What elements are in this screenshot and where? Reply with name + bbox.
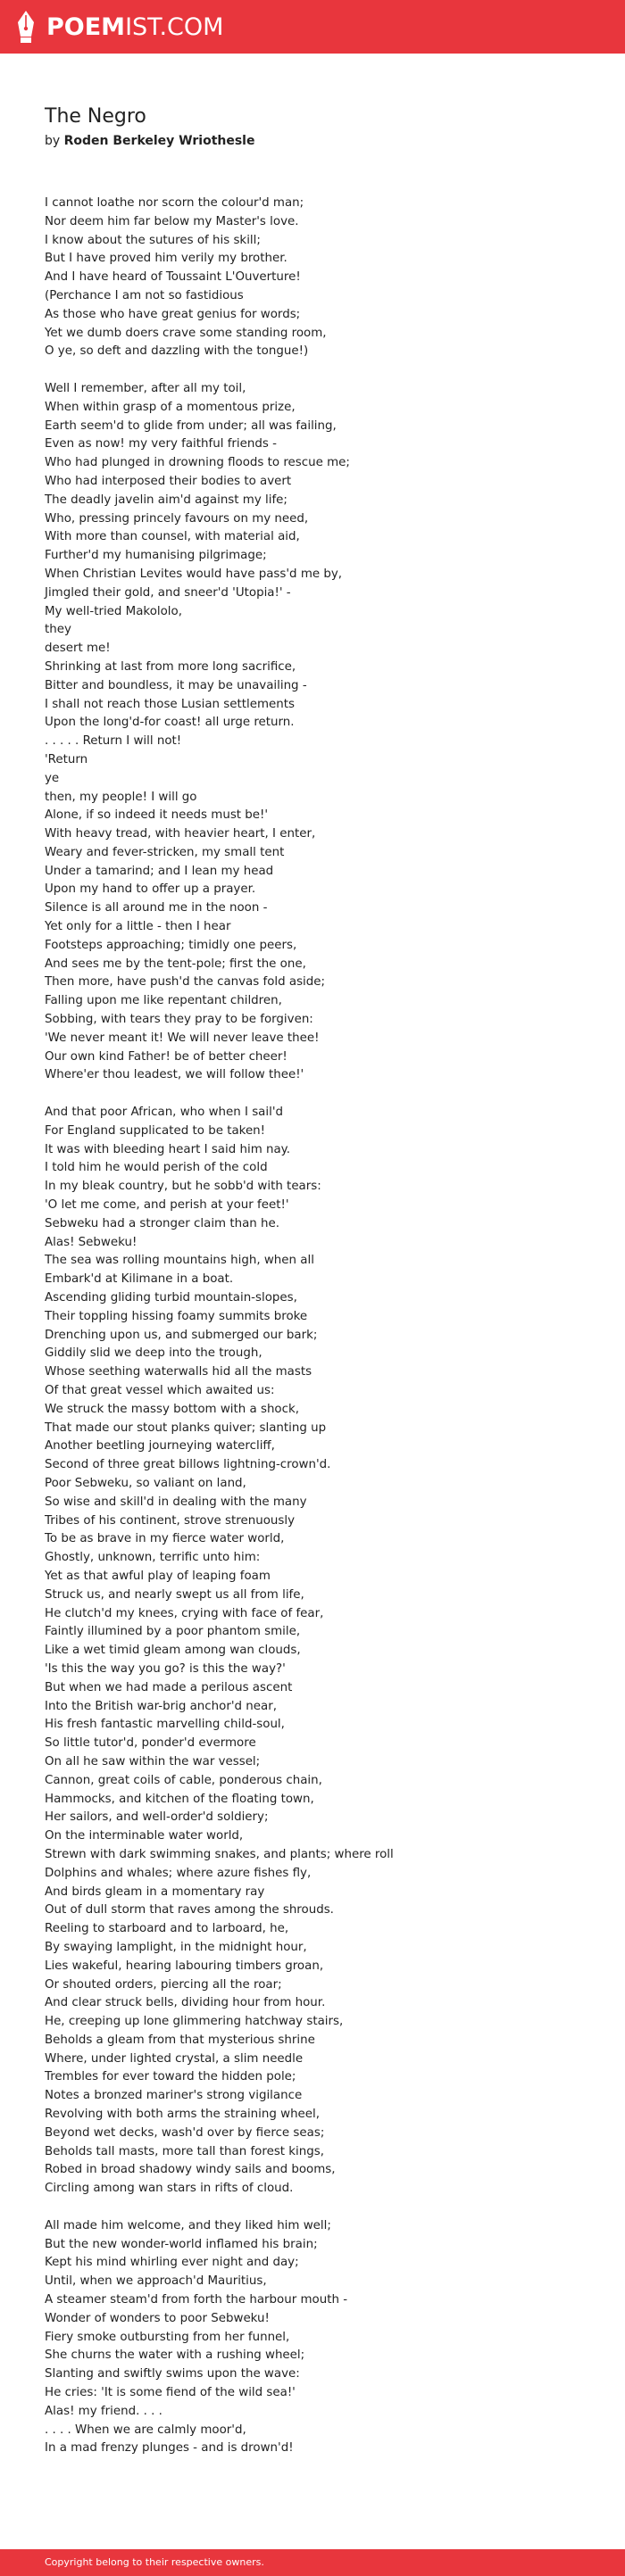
poem-line: But when we had made a perilous ascent [45,1680,293,1694]
poem-line: Giddily slid we deep into the trough, [45,1346,262,1361]
poem-line: A steamer steam'd from forth the harbour mouth - [45,2293,348,2307]
poem-line: Slanting and swiftly swims upon the wave: [45,2367,300,2381]
poem-line: Yet we dumb doers crave some standing room, [45,326,327,340]
poem-line: It was with bleeding heart I said him nay. [45,1142,290,1156]
poem-line: Reeling to starboard and to larboard, he, [45,1922,289,1936]
poem-line: Alas! my friend. . . . [45,2404,162,2418]
poem-line: Beholds a gleam from that mysterious shrine [45,2033,315,2047]
poem-line: . . . . When we are calmly moor'd, [45,2423,246,2437]
poem-line: And clear struck bells, dividing hour from hour. [45,1996,326,2010]
poem-line: Faintly illumined by a poor phantom smile, [45,1625,301,1639]
poem-line: Who had interposed their bodies to avert [45,474,292,488]
poem-line: Wonder of wonders to poor Sebweku! [45,2311,270,2325]
poem-line: (Perchance I am not so fastidious [45,288,244,302]
poem-line: On the interminable water world, [45,1829,244,1843]
poem-line: So little tutor'd, ponder'd evermore [45,1736,256,1751]
poem-line: Another beetling journeying watercliff, [45,1439,275,1454]
poem-line: Poor Sebweku, so valiant on land, [45,1476,246,1490]
poem-line: Revolving with both arms the straining wheel, [45,2108,321,2122]
poem-line: Ghostly, unknown, terrific unto him: [45,1551,261,1565]
poem-line: Silence is all around me in the noon - [45,901,268,915]
author-link[interactable]: Roden Berkeley Wriothesle [63,134,255,148]
poem-line: . . . . . Return I will not! [45,734,182,749]
poem-line: Earth seem'd to glide from under; all was failing, [45,418,337,433]
poem-line: Falling upon me like repentant children, [45,994,282,1008]
poem-line: Yet only for a little - then I hear [45,920,231,934]
logo-text [46,13,223,41]
poem-line: With heavy tread, with heavier heart, I enter, [45,827,316,841]
poem-stanza [45,1104,598,2199]
poem-title: The Negro [45,105,146,128]
poem-line: And sees me by the tent-pole; first the one, [45,957,306,971]
poem-line: Notes a bronzed mariner's strong vigilance [45,2089,303,2103]
poem-stanza [45,195,598,361]
poem-line: And birds gleam in a momentary ray [45,1884,265,1899]
poem-line: Upon the long'd-for coast! all urge return. [45,716,295,730]
poem-line: Into the British war-brig anchor'd near, [45,1699,277,1713]
poem-line: 'Return [45,752,88,766]
poem-line: Alone, if so indeed it needs must be!' [45,808,269,823]
poem-line: To be as brave in my fierce water world, [45,1532,285,1546]
poem-line: Struck us, and nearly swept us all from life, [45,1587,304,1602]
poem-line: Jimgled their gold, and sneer'd 'Utopia!' - [45,585,291,600]
poem-line: Under a tamarind; and I lean my head [45,864,274,878]
poem-stanza [45,2217,598,2458]
poem-line: I cannot loathe nor scorn the colour'd man; [45,196,304,210]
poem-line: And that poor African, who when I sail'd [45,1106,284,1120]
poem-line: Until, when we approach'd Mauritius, [45,2274,267,2289]
poem-line: My well-tried Makololo, [45,604,182,618]
poem-line: Beholds tall masts, more tall than forest kings, [45,2144,324,2158]
poem-line: In my bleak country, but he sobb'd with tears: [45,1180,321,1194]
poem-line: they [45,623,71,637]
poem-line: His fresh fantastic marvelling child-soul, [45,1718,285,1732]
site-footer [0,2549,625,2576]
poem-line: Where'er thou leadest, we will follow thee!' [45,1068,304,1082]
pen-nib-icon [16,10,36,44]
poem-line: Out of dull storm that raves among the shrouds. [45,1903,334,1918]
poem-line: Kept his mind whirling ever night and day; [45,2256,299,2270]
poem-line: Footsteps approaching; timidly one peers, [45,938,297,952]
poem-line: The sea was rolling mountains high, when all [45,1254,314,1268]
logo-text-bold: POEM [46,12,126,41]
poem-line: Who, pressing princely favours on my need, [45,511,309,526]
poem-line: Yet as that awful play of leaping foam [45,1569,271,1583]
poem-line: Trembles for ever toward the hidden pole; [45,2070,296,2084]
poem-line: desert me! [45,642,111,656]
poem-line: Circling among wan stars in rifts of cloud. [45,2182,294,2196]
poem-line: Well I remember, after all my toil, [45,381,246,395]
poem-line: For England supplicated to be taken! [45,1123,266,1138]
poem-line: Who had plunged in drowning floods to rescue me; [45,456,350,470]
logo-text-light: IST.COM [125,12,224,41]
poem-line: Whose seething waterwalls hid all the masts [45,1365,312,1379]
poem-line: then, my people! I will go [45,790,197,804]
poem-line: When within grasp of a momentous prize, [45,400,296,414]
poem-line: Cannon, great coils of cable, ponderous chain, [45,1773,322,1787]
poem-line: Sobbing, with tears they pray to be forgiven: [45,1013,313,1027]
poem-line: Of that great vessel which awaited us: [45,1384,275,1397]
poem-line: Tribes of his continent, strove strenuously [45,1513,295,1528]
poem-line: But the new wonder-world inflamed his brain; [45,2237,318,2251]
poem-line: Second of three great billows lightning-crown'd. [45,1458,331,1472]
poem-line: Their toppling hissing foamy summits broke [45,1309,308,1323]
poem-line: Beyond wet decks, wash'd over by fierce seas; [45,2125,325,2140]
poem-line: O ye, so deft and dazzling with the tongue!) [45,344,309,359]
poem-line: Dolphins and whales; where azure fishes fly, [45,1866,312,1880]
poem-line: On all he saw within the war vessel; [45,1754,261,1768]
poem-line: When Christian Levites would have pass'd me by, [45,567,343,581]
poem-line: The deadly javelin aim'd against my life; [45,493,288,507]
poem-line: Sebweku had a stronger claim than he. [45,1216,280,1230]
poem-line: Nor deem him far below my Master's love. [45,214,299,228]
poem-line: Hammocks, and kitchen of the floating town, [45,1792,314,1806]
poem-line: ye [45,771,60,785]
by-label: by [45,134,61,148]
poem-line: With more than counsel, with material aid, [45,530,300,544]
poem-line: Where, under lighted crystal, a slim needle [45,2051,304,2066]
site-header [0,0,625,54]
poem-line: Then more, have push'd the canvas fold aside; [45,975,326,990]
poem-line: In a mad frenzy plunges - and is drown'd! [45,2441,294,2456]
poem-line: Shrinking at last from more long sacrifice, [45,659,296,674]
poem-line: Bitter and boundless, it may be unavailing - [45,678,307,692]
poem-line: Drenching upon us, and submerged our bark; [45,1328,318,1342]
poem-line: He cries: 'It is some fiend of the wild sea!' [45,2386,296,2400]
poem-line: Like a wet timid gleam among wan clouds, [45,1644,301,1658]
poem-line: Strewn with dark swimming snakes, and plants; where roll [45,1847,394,1861]
poem-line: I shall not reach those Lusian settlements [45,697,295,711]
poem-line: So wise and skill'd in dealing with the many [45,1495,307,1509]
poem-line: Our own kind Father! be of better cheer! [45,1049,288,1064]
poem-line: I know about the sutures of his skill; [45,233,261,247]
poem-line: That made our stout planks quiver; slanting up [45,1421,327,1435]
poem-line: But I have proved him verily my brother. [45,252,288,266]
poem-line: Her sailors, and well-order'd soldiery; [45,1810,269,1825]
poem-line: We struck the massy bottom with a shock, [45,1402,300,1416]
poem-line: All made him welcome, and they liked him well; [45,2218,331,2232]
poem-stanza [45,380,598,1085]
poem-line: 'Is this the way you go? is this the way?' [45,1661,286,1676]
poem-line: As those who have great genius for words; [45,307,301,321]
poem-line: Robed in broad shadowy windy sails and booms, [45,2163,336,2177]
site-logo[interactable] [16,10,223,44]
poem-line: He clutch'd my knees, crying with face of fear, [45,1606,324,1620]
poem-line: Or shouted orders, piercing all the roar; [45,1977,282,1992]
poem-line: Alas! Sebweku! [45,1235,138,1249]
poem-line: Lies wakeful, hearing labouring timbers groan, [45,1959,324,1973]
poem-line: Upon my hand to offer up a prayer. [45,882,256,897]
poem-line: I told him he would perish of the cold [45,1161,268,1175]
poem-line: 'O let me come, and perish at your feet!' [45,1198,289,1213]
poem-line: He, creeping up lone glimmering hatchway stairs, [45,2015,344,2029]
poem-line: Ascending gliding turbid mountain-slopes, [45,1291,297,1305]
poem-line: Even as now! my very faithful friends - [45,437,277,451]
poem-line: 'We never meant it! We will never leave thee! [45,1031,320,1045]
poem-line: Embark'd at Kilimane in a boat. [45,1272,234,1287]
copyright-text: Copyright belong to their respective owners. [45,2556,264,2568]
poem-line: She churns the water with a rushing wheel; [45,2348,305,2363]
poem-byline [45,134,254,148]
poem-line: Weary and fever-stricken, my small tent [45,845,285,859]
poem-line: Fiery smoke outbursting from her funnel, [45,2330,290,2344]
poem-line: And I have heard of Toussaint L'Ouverture! [45,270,301,285]
poem-body [45,195,598,2477]
poem-line: Further'd my humanising pilgrimage; [45,549,267,563]
poem-line: By swaying lamplight, in the midnight hour, [45,1940,307,1954]
